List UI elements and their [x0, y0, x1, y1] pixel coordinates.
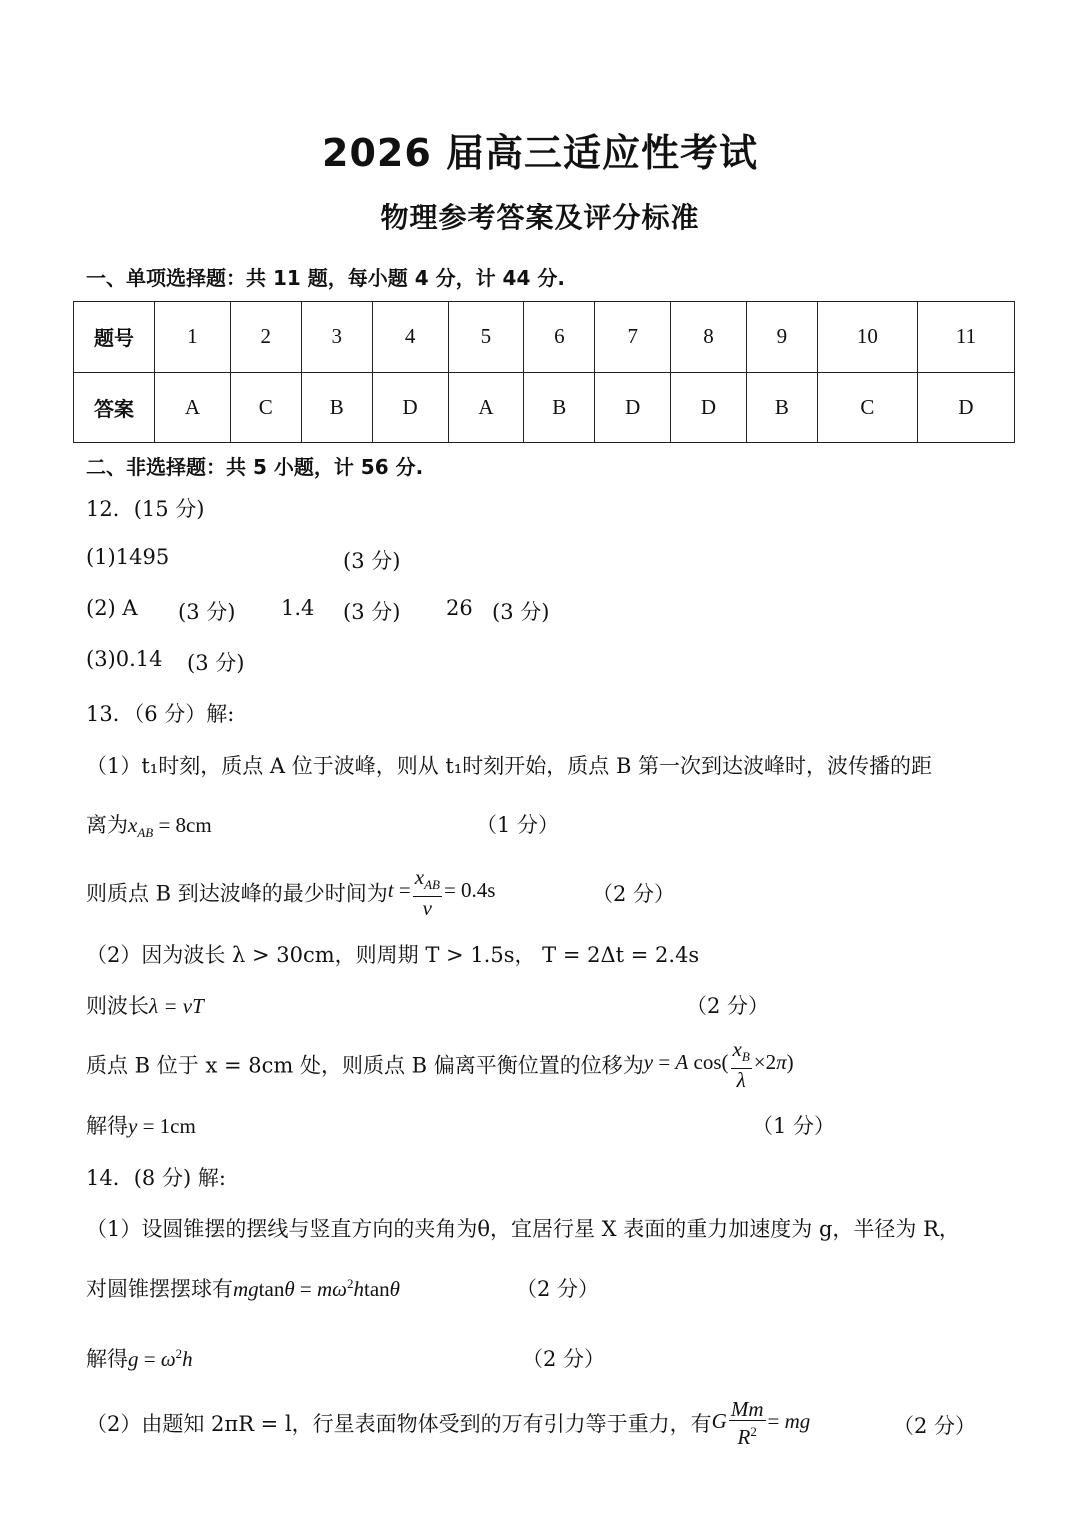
- q13-line1: （1）t₁时刻，质点 A 位于波峰，则从 t₁时刻开始，质点 B 第一次到达波峰时，波传播的距: [86, 754, 933, 778]
- q14-line2: [86, 1273, 400, 1303]
- table-row-answers: [74, 372, 1015, 443]
- q13-line2: [86, 809, 212, 841]
- section2-heading: 二、非选择题：共 5 小题，计 56 分.: [86, 455, 424, 479]
- table-cell: 2: [230, 302, 301, 373]
- q13-heading: 13．（6 分）解:: [86, 702, 235, 726]
- q13-line5: [86, 990, 204, 1020]
- section1-heading: 一、单项选择题：共 11 题，每小题 4 分，计 44 分.: [86, 266, 565, 290]
- page-subtitle: 物理参考答案及评分标准: [380, 201, 700, 234]
- q13-line2-text: 离为: [86, 813, 128, 837]
- table-cell: 5: [448, 302, 524, 373]
- q13-line3-text: 则质点 B 到达波峰的最少时间为: [86, 881, 388, 906]
- q13-line6-text: 质点 B 位于 x = 8cm 处，则质点 B 偏离平衡位置的位移为: [86, 1053, 644, 1078]
- q13-line3-score: （2 分）: [592, 882, 676, 906]
- table-cell: C: [230, 372, 301, 443]
- table-cell: 11: [917, 302, 1014, 373]
- q13-line7-formula: y = 1cm: [128, 1114, 196, 1138]
- q14-line4-formula: G $\frac{Mm}{R^2}$ = mg: [711, 1397, 811, 1449]
- q14-line4-text: （2）由题知 2πR = l，行星表面物体受到的万有引力等于重力，有: [86, 1412, 712, 1436]
- q14-line2-text: 对圆锥摆摆球有: [86, 1277, 233, 1301]
- table-cell: 10: [817, 302, 917, 373]
- answer-table: [73, 301, 1015, 443]
- q13-line5-text: 则波长: [86, 994, 149, 1018]
- q13-line3: [86, 866, 495, 919]
- table-cell: A: [448, 372, 524, 443]
- q13-line5-score: （2 分）: [686, 994, 770, 1018]
- table-cell: B: [301, 372, 372, 443]
- q12-part3-answer: (3)0.14: [86, 647, 163, 671]
- q14-line3: [86, 1343, 193, 1373]
- q14-line4-score: （2 分）: [893, 1414, 977, 1438]
- q14-line2-score: （2 分）: [516, 1277, 600, 1301]
- page-title: 2026 届高三适应性考试: [322, 131, 758, 175]
- q12-part2-score-c: (3 分): [492, 600, 550, 624]
- q14-line2-formula: $mgtan\theta = m\omega^2htan\theta$: [233, 1276, 400, 1301]
- table-row-numbers: [74, 302, 1015, 373]
- q12-part2-answer-c: 26: [446, 596, 473, 620]
- q13-line2-formula: $x_{AB} = 8cm$: [128, 813, 212, 841]
- table-cell: D: [595, 372, 671, 443]
- table-cell: A: [155, 372, 231, 443]
- q14-line1: （1）设圆锥摆的摆线与竖直方向的夹角为θ，宜居行星 X 表面的重力加速度为 g，半径为 R，: [86, 1217, 960, 1241]
- q13-line7-text: 解得: [86, 1114, 128, 1138]
- q13-line5-formula: λ = vT: [149, 994, 204, 1018]
- table-cell: 4: [372, 302, 448, 373]
- q12-part2-score-b: (3 分): [343, 600, 401, 624]
- q14-heading: 14．(8 分) 解:: [86, 1166, 226, 1190]
- table-cell: D: [372, 372, 448, 443]
- q14-line4: [86, 1398, 810, 1448]
- table-cell: 3: [301, 302, 372, 373]
- table-cell: 8: [671, 302, 747, 373]
- table-cell: B: [524, 372, 595, 443]
- q14-line3-formula: $g = \omega^2h$: [128, 1346, 193, 1371]
- table-cell: 6: [524, 302, 595, 373]
- q14-line3-score: （2 分）: [522, 1347, 606, 1371]
- q12-heading: 12．(15 分): [86, 497, 205, 521]
- table-cell: C: [817, 372, 917, 443]
- table-header-number: 题号: [74, 302, 155, 373]
- q13-line6-formula: y = A cos( $\frac{x_B}{\lambda}$ ×2π): [643, 1037, 794, 1093]
- table-cell: 9: [746, 302, 817, 373]
- q13-line6: [86, 1038, 794, 1091]
- q13-line2-score: （1 分）: [476, 813, 560, 837]
- q14-line3-text: 解得: [86, 1347, 128, 1371]
- table-cell: D: [671, 372, 747, 443]
- table-cell: B: [746, 372, 817, 443]
- table-cell: 1: [155, 302, 231, 373]
- q13-line7-score: （1 分）: [752, 1114, 836, 1138]
- table-header-answer: 答案: [74, 372, 155, 443]
- q12-part2-answer-b: 1.4: [281, 596, 315, 620]
- q12-part3-score: (3 分): [187, 651, 245, 675]
- table-cell: D: [917, 372, 1014, 443]
- q13-line4: （2）因为波长 λ > 30cm，则周期 T > 1.5s， T = 2Δt = 2.4s: [86, 943, 700, 967]
- table-cell: 7: [595, 302, 671, 373]
- q12-part1-score: (3 分): [343, 549, 401, 573]
- q12-part2-answer-a: (2) A: [86, 596, 138, 620]
- q12-part2-score-a: (3 分): [178, 600, 236, 624]
- q13-line7: [86, 1110, 196, 1140]
- q13-line3-formula: t = $\frac{x_{AB}}{v}$ = 0.4s: [387, 865, 496, 921]
- q12-part1-answer: (1)1495: [86, 545, 170, 569]
